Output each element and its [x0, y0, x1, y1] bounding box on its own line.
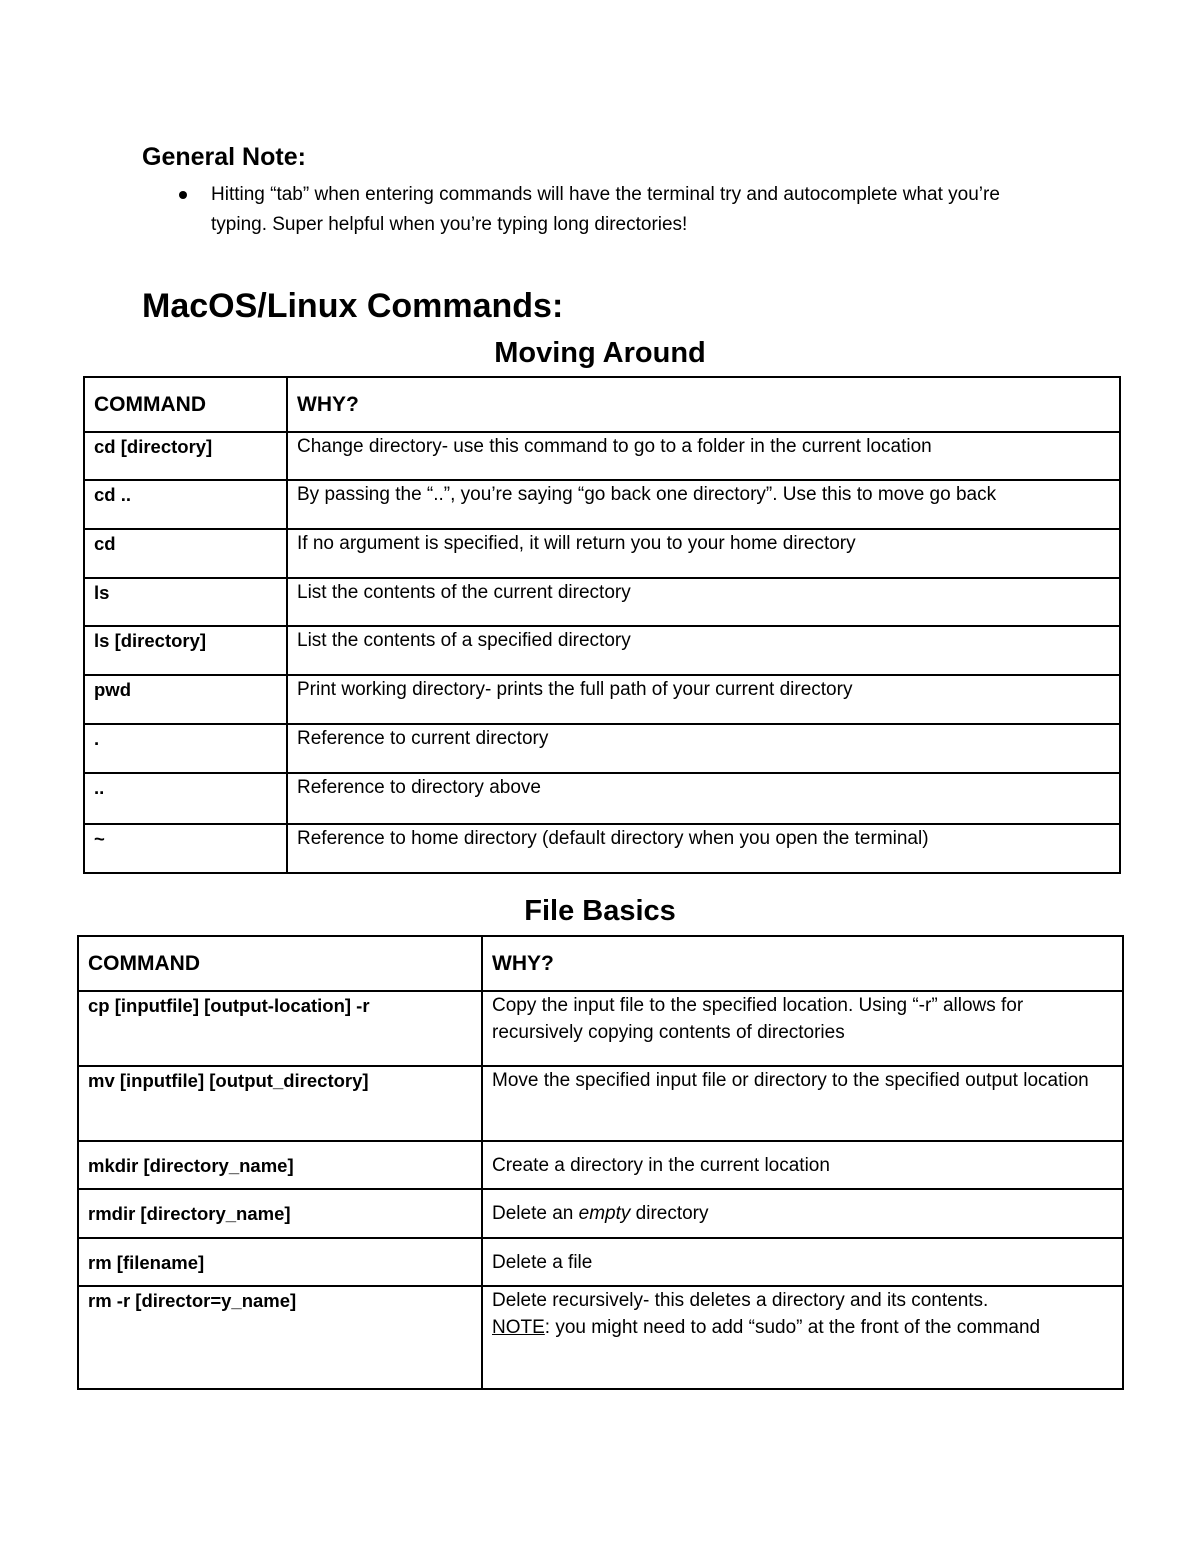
description-cell: Reference to directory above [287, 773, 1120, 824]
description-cell: Delete a file [482, 1238, 1123, 1286]
table-header-row [84, 377, 1120, 432]
general-note-list [176, 180, 1056, 240]
general-note-text: Hitting “tab” when entering commands will have the terminal try and autocomplete what you’re typing. Super helpful when you’re typing long directories! [211, 184, 1000, 235]
command-cell: ~ [84, 824, 287, 873]
command-cell: rmdir [directory_name] [78, 1189, 482, 1238]
page-title: MacOS/Linux Commands: [142, 287, 564, 325]
description-cell: List the contents of a specified directory [287, 626, 1120, 675]
table-row [84, 724, 1120, 773]
table-row [78, 1066, 1123, 1141]
description-cell: Reference to current directory [287, 724, 1120, 773]
table-header-row [78, 936, 1123, 991]
table-row [84, 529, 1120, 578]
note-text: : you might need to add “sudo” at the front of the command [544, 1317, 1041, 1338]
table-row [84, 578, 1120, 626]
description-cell: If no argument is specified, it will return you to your home directory [287, 529, 1120, 578]
column-header-command: COMMAND [84, 377, 287, 432]
table-row [84, 773, 1120, 824]
command-cell: mkdir [directory_name] [78, 1141, 482, 1189]
table-row [84, 480, 1120, 529]
description-cell [482, 1286, 1123, 1389]
command-cell: . [84, 724, 287, 773]
emphasis-text: empty [578, 1203, 631, 1224]
description-cell: Copy the input file to the specified location. Using “-r” allows for recursively copying contents of directories [482, 991, 1123, 1066]
moving-around-title: Moving Around [494, 337, 706, 369]
command-cell: cd [84, 529, 287, 578]
note-label: NOTE [492, 1317, 545, 1338]
command-cell: .. [84, 773, 287, 824]
description-cell: Move the specified input file or directory to the specified output location [482, 1066, 1123, 1141]
table-row [78, 1141, 1123, 1189]
command-cell: cd [directory] [84, 432, 287, 480]
description-cell: Create a directory in the current location [482, 1141, 1123, 1189]
description-cell: Print working directory- prints the full path of your current directory [287, 675, 1120, 724]
description-cell: Change directory- use this command to go to a folder in the current location [287, 432, 1120, 480]
description-text: Delete recursively- this deletes a directory and its contents. [492, 1290, 989, 1311]
table-row [78, 1286, 1123, 1389]
table-row [84, 675, 1120, 724]
general-note-heading: General Note: [142, 143, 306, 171]
command-cell: mv [inputfile] [output_directory] [78, 1066, 482, 1141]
column-header-why: WHY? [287, 377, 1120, 432]
bullet-dot-icon [179, 191, 187, 199]
description-cell: List the contents of the current directory [287, 578, 1120, 626]
table-row [78, 1189, 1123, 1238]
command-cell: cp [inputfile] [output-location] -r [78, 991, 482, 1066]
column-header-why: WHY? [482, 936, 1123, 991]
description-cell: By passing the “..”, you’re saying “go back one directory”. Use this to move go back [287, 480, 1120, 529]
moving-around-table [83, 376, 1121, 874]
command-cell: ls [84, 578, 287, 626]
table-row [84, 824, 1120, 873]
table-row [84, 432, 1120, 480]
file-basics-table [77, 935, 1124, 1390]
description-cell [482, 1189, 1123, 1238]
description-cell: Reference to home directory (default directory when you open the terminal) [287, 824, 1120, 873]
table-row [84, 626, 1120, 675]
column-header-command: COMMAND [78, 936, 482, 991]
command-cell: cd .. [84, 480, 287, 529]
file-basics-title: File Basics [524, 895, 676, 927]
command-cell: pwd [84, 675, 287, 724]
command-cell: rm -r [director=y_name] [78, 1286, 482, 1389]
description-text: Delete an [492, 1203, 579, 1224]
table-row [78, 991, 1123, 1066]
command-cell: ls [directory] [84, 626, 287, 675]
command-cell: rm [filename] [78, 1238, 482, 1286]
table-row [78, 1238, 1123, 1286]
description-text: directory [630, 1203, 709, 1224]
general-note-bullet-item [176, 180, 1056, 240]
